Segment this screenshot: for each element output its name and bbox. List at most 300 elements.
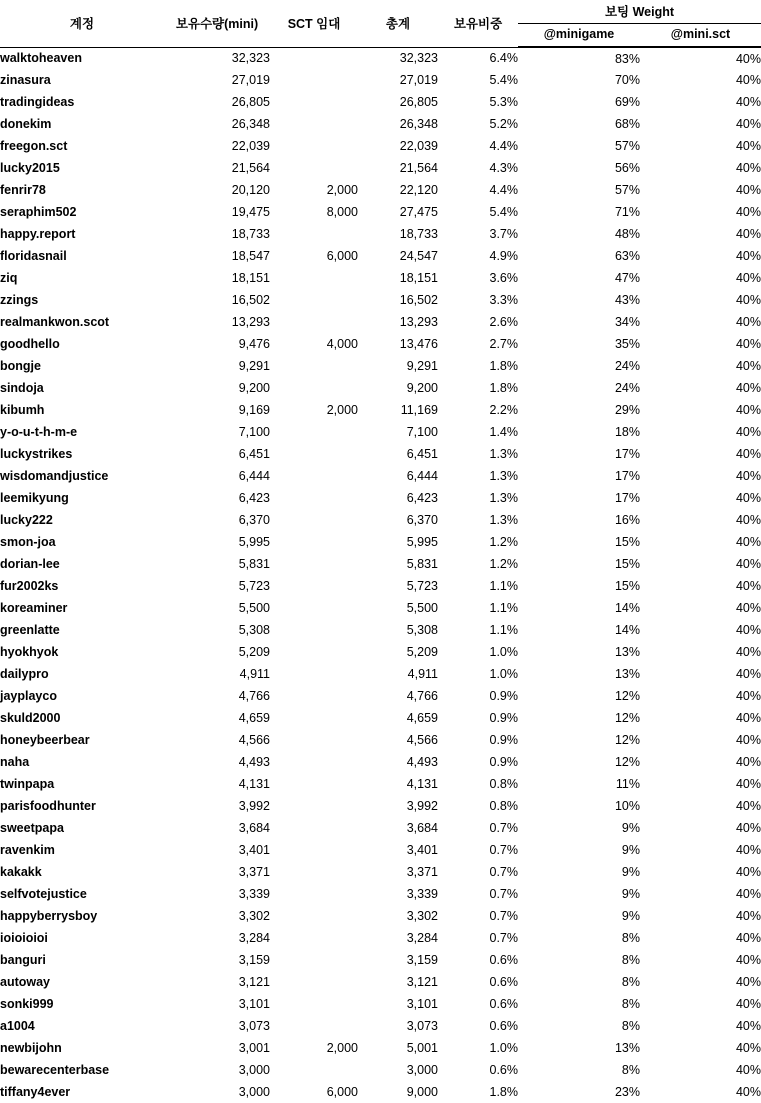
table-row	[0, 157, 761, 179]
cell-quantity: 3,992	[238, 799, 270, 813]
table-row	[0, 773, 761, 795]
cell-account: luckystrikes	[0, 447, 73, 461]
cell-voting-minigame: 12%	[614, 755, 640, 769]
cell-voting-minigame: 9%	[621, 843, 640, 857]
cell-lease	[270, 993, 358, 1015]
cell-quantity: 3,073	[238, 1019, 270, 1033]
cell-share: 0.7%	[489, 931, 518, 945]
cell-account: zzings	[0, 293, 39, 307]
cell-share: 4.3%	[489, 161, 518, 175]
cell-lease	[270, 465, 358, 487]
cell-total: 4,911	[407, 667, 438, 681]
table-row	[0, 509, 761, 531]
column-header-total: 총계	[358, 0, 438, 47]
column-header-quantity: 보유수량(mini)	[164, 0, 270, 47]
cell-account: fur2002ks	[0, 579, 59, 593]
cell-voting-minisct: 40%	[735, 403, 761, 417]
cell-voting-minisct: 40%	[735, 73, 761, 87]
cell-share: 1.3%	[489, 491, 518, 505]
table-row	[0, 355, 761, 377]
table-row	[0, 839, 761, 861]
cell-voting-minisct: 40%	[735, 425, 761, 439]
cell-voting-minisct: 40%	[735, 183, 761, 197]
cell-lease	[270, 377, 358, 399]
cell-lease	[270, 839, 358, 861]
cell-total: 4,766	[406, 689, 438, 703]
cell-voting-minisct: 40%	[735, 271, 761, 285]
cell-account: tradingideas	[0, 95, 75, 109]
table-row	[0, 905, 761, 927]
cell-share: 3.7%	[489, 227, 518, 241]
column-header-voting-minisct: @mini.sct	[640, 24, 761, 48]
cell-lease: 2,000	[326, 403, 358, 417]
cell-quantity: 32,323	[231, 51, 270, 66]
cell-quantity: 21,564	[231, 161, 270, 175]
cell-voting-minigame: 43%	[614, 293, 640, 307]
table-row	[0, 113, 761, 135]
cell-voting-minigame: 71%	[614, 205, 640, 219]
cell-voting-minisct: 40%	[735, 447, 761, 461]
cell-lease	[270, 883, 358, 905]
cell-total: 3,159	[406, 953, 438, 967]
cell-quantity: 26,348	[231, 117, 270, 131]
cell-share: 5.4%	[489, 205, 518, 219]
cell-account: leemikyung	[0, 491, 69, 505]
table-row	[0, 641, 761, 663]
cell-quantity: 4,659	[238, 711, 270, 725]
cell-account: tiffany4ever	[0, 1085, 71, 1099]
table-row	[0, 795, 761, 817]
cell-account: dorian-lee	[0, 557, 60, 571]
cell-share: 1.4%	[489, 425, 518, 439]
table-row	[0, 47, 761, 69]
cell-total: 26,805	[399, 95, 438, 109]
cell-lease	[270, 113, 358, 135]
cell-account: greenlatte	[0, 623, 60, 637]
cell-account: lucky222	[0, 513, 53, 527]
cell-lease	[270, 619, 358, 641]
cell-quantity: 3,302	[238, 909, 270, 923]
cell-total: 9,200	[406, 381, 438, 395]
cell-voting-minigame: 70%	[614, 73, 640, 87]
cell-account: selfvotejustice	[0, 887, 87, 901]
cell-total: 3,992	[406, 799, 438, 813]
cell-voting-minisct: 40%	[735, 909, 761, 923]
cell-lease	[270, 575, 358, 597]
table-row	[0, 135, 761, 157]
table-row	[0, 311, 761, 333]
cell-quantity: 4,766	[238, 689, 270, 703]
cell-quantity: 4,493	[238, 755, 270, 769]
cell-account: wisdomandjustice	[0, 469, 109, 483]
cell-share: 0.9%	[489, 733, 518, 747]
cell-lease: 2,000	[326, 183, 358, 197]
cell-total: 6,451	[406, 447, 438, 461]
cell-share: 0.6%	[489, 975, 518, 989]
cell-quantity: 5,723	[238, 579, 270, 593]
cell-voting-minisct: 40%	[735, 931, 761, 945]
cell-account: skuld2000	[0, 711, 61, 725]
cell-lease	[270, 927, 358, 949]
cell-voting-minisct: 40%	[735, 733, 761, 747]
cell-share: 4.9%	[489, 249, 518, 263]
table-row	[0, 1015, 761, 1037]
table-row	[0, 377, 761, 399]
cell-quantity: 19,475	[231, 205, 270, 219]
cell-quantity: 3,121	[238, 975, 270, 989]
cell-voting-minigame: 8%	[621, 1019, 640, 1033]
cell-share: 5.3%	[489, 95, 518, 109]
cell-voting-minisct: 40%	[735, 249, 761, 263]
table-row	[0, 971, 761, 993]
cell-total: 6,444	[406, 469, 438, 483]
cell-lease	[270, 531, 358, 553]
cell-voting-minisct: 40%	[735, 887, 761, 901]
cell-voting-minigame: 14%	[614, 623, 640, 637]
cell-total: 3,339	[406, 887, 438, 901]
cell-voting-minisct: 40%	[735, 799, 761, 813]
cell-voting-minisct: 40%	[735, 491, 761, 505]
cell-quantity: 22,039	[231, 139, 270, 153]
cell-account: bewarecenterbase	[0, 1063, 110, 1077]
cell-voting-minigame: 8%	[621, 953, 640, 967]
cell-quantity: 4,131	[238, 777, 270, 791]
cell-voting-minisct: 40%	[735, 1063, 761, 1077]
cell-lease	[270, 509, 358, 531]
cell-voting-minisct: 40%	[735, 843, 761, 857]
table-row	[0, 927, 761, 949]
cell-quantity: 9,169	[238, 403, 270, 417]
cell-voting-minigame: 11%	[615, 777, 640, 791]
cell-voting-minigame: 9%	[621, 887, 640, 901]
cell-total: 3,302	[406, 909, 438, 923]
cell-lease	[270, 663, 358, 685]
cell-account: naha	[0, 755, 30, 769]
cell-lease	[270, 707, 358, 729]
cell-lease: 6,000	[326, 249, 358, 263]
cell-account: walktoheaven	[0, 51, 82, 66]
cell-quantity: 3,001	[238, 1041, 270, 1055]
cell-total: 7,100	[406, 425, 438, 439]
cell-total: 5,001	[406, 1041, 438, 1055]
cell-lease	[270, 861, 358, 883]
cell-voting-minigame: 68%	[614, 117, 640, 131]
cell-voting-minigame: 12%	[614, 733, 640, 747]
table-row	[0, 487, 761, 509]
cell-lease	[270, 311, 358, 333]
cell-quantity: 13,293	[231, 315, 270, 329]
cell-total: 3,284	[406, 931, 438, 945]
table-row	[0, 553, 761, 575]
cell-share: 5.4%	[489, 73, 518, 87]
cell-quantity: 3,159	[238, 953, 270, 967]
cell-quantity: 3,401	[238, 843, 270, 857]
cell-share: 1.2%	[489, 535, 518, 549]
cell-quantity: 3,284	[238, 931, 270, 945]
cell-share: 0.7%	[489, 909, 518, 923]
cell-quantity: 27,019	[231, 73, 270, 87]
table-row	[0, 575, 761, 597]
cell-total: 4,566	[406, 733, 438, 747]
cell-voting-minigame: 23%	[614, 1085, 640, 1099]
cell-account: ziq	[0, 271, 18, 285]
cell-share: 0.6%	[489, 997, 518, 1011]
cell-voting-minigame: 13%	[614, 667, 640, 681]
cell-total: 4,493	[406, 755, 438, 769]
table-row	[0, 465, 761, 487]
cell-account: dailypro	[0, 667, 49, 681]
cell-voting-minigame: 9%	[621, 821, 640, 835]
cell-quantity: 7,100	[238, 425, 270, 439]
cell-quantity: 20,120	[231, 183, 270, 197]
cell-account: y-o-u-t-h-m-e	[0, 425, 78, 439]
cell-account: seraphim502	[0, 205, 77, 219]
cell-voting-minigame: 34%	[614, 315, 640, 329]
cell-lease	[270, 795, 358, 817]
cell-share: 3.6%	[489, 271, 518, 285]
cell-share: 1.8%	[489, 359, 518, 373]
table-row	[0, 817, 761, 839]
cell-account: sweetpapa	[0, 821, 64, 835]
cell-share: 2.6%	[489, 315, 518, 329]
cell-share: 1.2%	[489, 557, 518, 571]
cell-account: banguri	[0, 953, 46, 967]
cell-lease	[270, 817, 358, 839]
cell-voting-minisct: 40%	[735, 623, 761, 637]
cell-account: newbijohn	[0, 1041, 62, 1055]
cell-quantity: 3,371	[238, 865, 270, 879]
cell-account: fenrir78	[0, 183, 46, 197]
cell-voting-minisct: 40%	[735, 51, 761, 66]
cell-quantity: 3,101	[238, 997, 270, 1011]
cell-total: 27,019	[399, 73, 438, 87]
cell-share: 4.4%	[489, 139, 518, 153]
cell-total: 3,371	[406, 865, 438, 879]
cell-total: 5,831	[406, 557, 438, 571]
cell-voting-minigame: 18%	[614, 425, 640, 439]
cell-share: 1.3%	[489, 469, 518, 483]
cell-voting-minigame: 9%	[621, 865, 640, 879]
cell-voting-minigame: 15%	[614, 535, 640, 549]
cell-quantity: 3,000	[238, 1085, 270, 1099]
cell-voting-minisct: 40%	[735, 689, 761, 703]
cell-voting-minisct: 40%	[735, 359, 761, 373]
table-row	[0, 421, 761, 443]
cell-lease	[270, 553, 358, 575]
table-row	[0, 91, 761, 113]
cell-share: 6.4%	[489, 51, 518, 66]
table-row	[0, 179, 761, 201]
cell-share: 4.4%	[489, 183, 518, 197]
cell-share: 1.8%	[489, 381, 518, 395]
cell-quantity: 9,476	[238, 337, 270, 351]
cell-total: 3,101	[406, 997, 438, 1011]
cell-account: koreaminer	[0, 601, 68, 615]
cell-voting-minisct: 40%	[735, 1085, 761, 1099]
cell-voting-minigame: 57%	[614, 183, 640, 197]
table-row	[0, 201, 761, 223]
cell-share: 0.6%	[489, 1063, 518, 1077]
cell-share: 0.7%	[489, 821, 518, 835]
cell-voting-minisct: 40%	[735, 469, 761, 483]
cell-voting-minisct: 40%	[735, 205, 761, 219]
cell-share: 2.7%	[489, 337, 518, 351]
cell-total: 5,995	[406, 535, 438, 549]
cell-account: ravenkim	[0, 843, 55, 857]
cell-voting-minigame: 57%	[614, 139, 640, 153]
cell-voting-minigame: 10%	[614, 799, 640, 813]
cell-voting-minigame: 17%	[614, 447, 640, 461]
cell-voting-minigame: 9%	[621, 909, 640, 923]
cell-lease	[270, 91, 358, 113]
cell-quantity: 6,451	[238, 447, 270, 461]
cell-voting-minigame: 13%	[614, 645, 640, 659]
cell-account: autoway	[0, 975, 51, 989]
cell-voting-minigame: 24%	[614, 381, 640, 395]
cell-total: 21,564	[399, 161, 438, 175]
cell-voting-minisct: 40%	[735, 777, 761, 791]
table-header	[0, 0, 761, 47]
cell-voting-minigame: 17%	[614, 469, 640, 483]
cell-lease	[270, 971, 358, 993]
cell-lease	[270, 773, 358, 795]
cell-quantity: 5,308	[238, 623, 270, 637]
cell-account: lucky2015	[0, 161, 60, 175]
cell-voting-minisct: 40%	[735, 997, 761, 1011]
cell-quantity: 3,000	[238, 1063, 270, 1077]
cell-quantity: 5,500	[238, 601, 270, 615]
cell-account: sonki999	[0, 997, 54, 1011]
cell-total: 6,370	[406, 513, 438, 527]
cell-account: smon-joa	[0, 535, 56, 549]
cell-total: 3,121	[406, 975, 438, 989]
cell-account: sindoja	[0, 381, 44, 395]
cell-voting-minisct: 40%	[735, 821, 761, 835]
cell-lease	[270, 289, 358, 311]
cell-voting-minisct: 40%	[735, 1041, 761, 1055]
cell-voting-minigame: 17%	[614, 491, 640, 505]
cell-voting-minigame: 83%	[614, 51, 640, 66]
cell-share: 1.1%	[489, 623, 518, 637]
cell-total: 13,476	[399, 337, 438, 351]
cell-share: 1.8%	[489, 1085, 518, 1099]
cell-voting-minisct: 40%	[735, 513, 761, 527]
cell-share: 0.6%	[489, 953, 518, 967]
cell-voting-minisct: 40%	[735, 315, 761, 329]
cell-total: 24,547	[399, 249, 438, 263]
cell-voting-minigame: 24%	[614, 359, 640, 373]
cell-share: 0.6%	[489, 1019, 518, 1033]
cell-share: 1.0%	[489, 1041, 518, 1055]
table-row	[0, 663, 761, 685]
column-header-voting-weight: 보팅 Weight	[518, 0, 761, 24]
cell-voting-minigame: 8%	[621, 975, 640, 989]
cell-share: 1.0%	[489, 645, 518, 659]
cell-voting-minigame: 14%	[614, 601, 640, 615]
cell-quantity: 18,547	[231, 249, 270, 263]
cell-lease	[270, 267, 358, 289]
table-row	[0, 751, 761, 773]
cell-total: 4,659	[406, 711, 438, 725]
cell-lease	[270, 685, 358, 707]
cell-quantity: 4,566	[238, 733, 270, 747]
table-row	[0, 685, 761, 707]
cell-total: 16,502	[399, 293, 438, 307]
cell-total: 5,209	[406, 645, 438, 659]
cell-voting-minisct: 40%	[735, 535, 761, 549]
cell-account: parisfoodhunter	[0, 799, 96, 813]
table-row	[0, 223, 761, 245]
cell-share: 1.1%	[489, 601, 518, 615]
cell-account: kakakk	[0, 865, 42, 879]
table-row	[0, 729, 761, 751]
cell-account: realmankwon.scot	[0, 315, 110, 329]
cell-total: 11,169	[400, 403, 438, 417]
table-row	[0, 399, 761, 421]
cell-share: 1.0%	[489, 667, 518, 681]
cell-total: 22,120	[399, 183, 438, 197]
cell-lease: 6,000	[326, 1085, 358, 1099]
cell-quantity: 16,502	[231, 293, 270, 307]
cell-voting-minigame: 48%	[614, 227, 640, 241]
cell-voting-minisct: 40%	[735, 95, 761, 109]
cell-total: 5,500	[406, 601, 438, 615]
cell-lease	[270, 597, 358, 619]
table-row	[0, 245, 761, 267]
table-row	[0, 619, 761, 641]
table-row	[0, 289, 761, 311]
cell-voting-minisct: 40%	[735, 953, 761, 967]
cell-quantity: 18,733	[231, 227, 270, 241]
cell-voting-minisct: 40%	[735, 293, 761, 307]
cell-voting-minisct: 40%	[735, 667, 761, 681]
cell-account: donekim	[0, 117, 52, 131]
cell-total: 13,293	[399, 315, 438, 329]
cell-total: 4,131	[406, 777, 438, 791]
table-row	[0, 1037, 761, 1059]
column-header-lease: SCT 임대	[270, 0, 358, 47]
cell-total: 27,475	[399, 205, 438, 219]
cell-total: 22,039	[399, 139, 438, 153]
cell-voting-minisct: 40%	[735, 337, 761, 351]
table-row	[0, 597, 761, 619]
cell-quantity: 3,339	[238, 887, 270, 901]
table-body	[0, 47, 761, 1103]
cell-share: 0.7%	[489, 843, 518, 857]
cell-quantity: 26,805	[231, 95, 270, 109]
table-row	[0, 531, 761, 553]
cell-quantity: 9,291	[238, 359, 270, 373]
column-header-share: 보유비중	[438, 0, 518, 47]
cell-quantity: 3,684	[238, 821, 270, 835]
cell-lease: 4,000	[326, 337, 358, 351]
cell-voting-minigame: 29%	[614, 403, 640, 417]
cell-lease	[270, 1015, 358, 1037]
cell-lease	[270, 135, 358, 157]
cell-voting-minisct: 40%	[735, 117, 761, 131]
cell-voting-minigame: 8%	[621, 931, 640, 945]
cell-share: 0.7%	[489, 887, 518, 901]
cell-lease	[270, 487, 358, 509]
cell-voting-minigame: 8%	[621, 997, 640, 1011]
cell-lease	[270, 949, 358, 971]
cell-total: 3,401	[406, 843, 438, 857]
cell-account: zinasura	[0, 73, 51, 87]
cell-lease	[270, 751, 358, 773]
cell-account: kibumh	[0, 403, 45, 417]
cell-quantity: 5,995	[238, 535, 270, 549]
cell-total: 26,348	[399, 117, 438, 131]
